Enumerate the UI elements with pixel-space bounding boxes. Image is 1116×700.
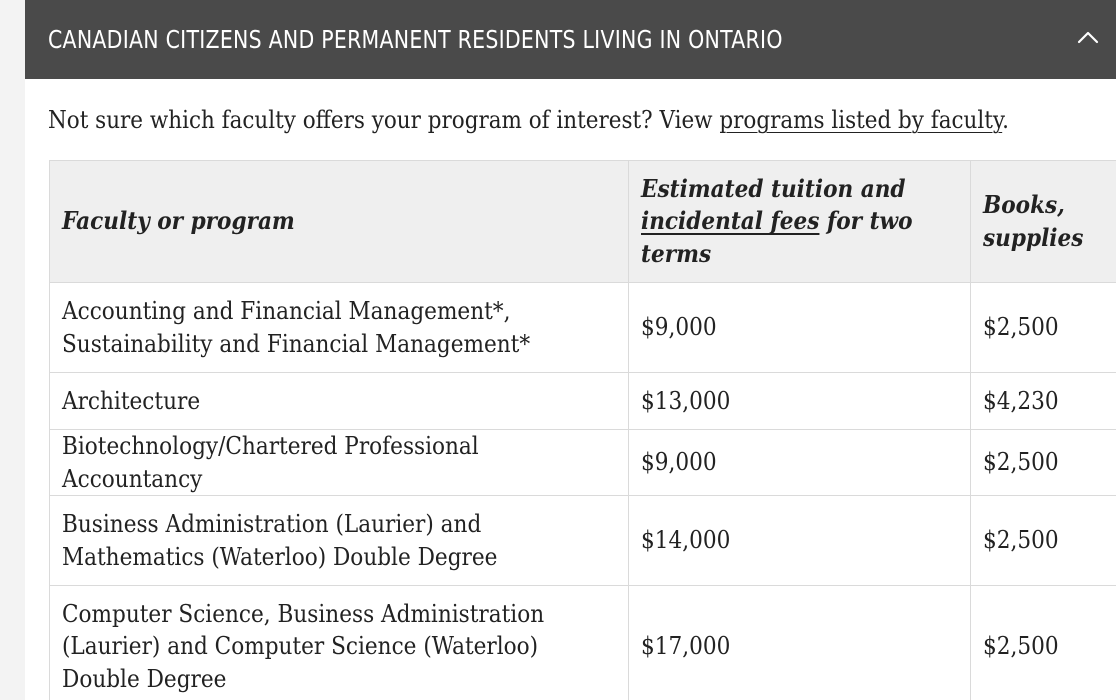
cell-books: $2,500 xyxy=(971,430,1116,496)
programs-by-faculty-link[interactable]: programs listed by faculty xyxy=(719,106,1003,134)
table-row xyxy=(50,283,1116,373)
header-books-supplies: Books, supplies xyxy=(971,161,1116,283)
cell-tuition: $14,000 xyxy=(629,496,971,586)
table-row xyxy=(50,496,1116,586)
cell-tuition: $17,000 xyxy=(629,586,971,700)
incidental-fees-link[interactable]: incidental fees xyxy=(641,206,820,236)
header-tuition-suffix: for two terms xyxy=(641,206,913,268)
cell-program: Accounting and Financial Management*, Sustainability and Financial Management* xyxy=(50,283,629,373)
accordion-title: CANADIAN CITIZENS AND PERMANENT RESIDENTS LIVING IN ONTARIO xyxy=(48,25,783,54)
cell-program: Business Administration (Laurier) and Mathematics (Waterloo) Double Degree xyxy=(50,496,629,586)
cell-books: $2,500 xyxy=(971,586,1116,700)
intro-text xyxy=(48,100,1009,140)
cell-program: Computer Science, Business Administration (Laurier) and Computer Science (Waterloo) Double Degree xyxy=(50,586,629,700)
cell-books: $2,500 xyxy=(971,283,1116,373)
cell-program: Architecture xyxy=(50,373,629,430)
table-row xyxy=(50,586,1116,700)
cell-books: $2,500 xyxy=(971,496,1116,586)
header-faculty-or-program: Faculty or program xyxy=(50,161,629,283)
chevron-up-icon[interactable] xyxy=(1076,28,1100,48)
header-tuition xyxy=(629,161,971,283)
cell-books: $4,230 xyxy=(971,373,1116,430)
fees-table xyxy=(49,160,1116,700)
accordion-panel xyxy=(25,0,1116,700)
cell-tuition: $9,000 xyxy=(629,283,971,373)
cell-tuition: $13,000 xyxy=(629,373,971,430)
table-row xyxy=(50,373,1116,430)
intro-text-before: Not sure which faculty offers your program of interest? View xyxy=(48,106,720,134)
table-header-row xyxy=(50,161,1116,283)
intro-text-after: . xyxy=(1002,106,1010,134)
table-row xyxy=(50,430,1116,496)
cell-program: Biotechnology/Chartered Professional Accountancy xyxy=(50,430,629,496)
cell-tuition: $9,000 xyxy=(629,430,971,496)
header-tuition-prefix: Estimated tuition and xyxy=(641,173,906,203)
accordion-header[interactable] xyxy=(25,0,1116,79)
